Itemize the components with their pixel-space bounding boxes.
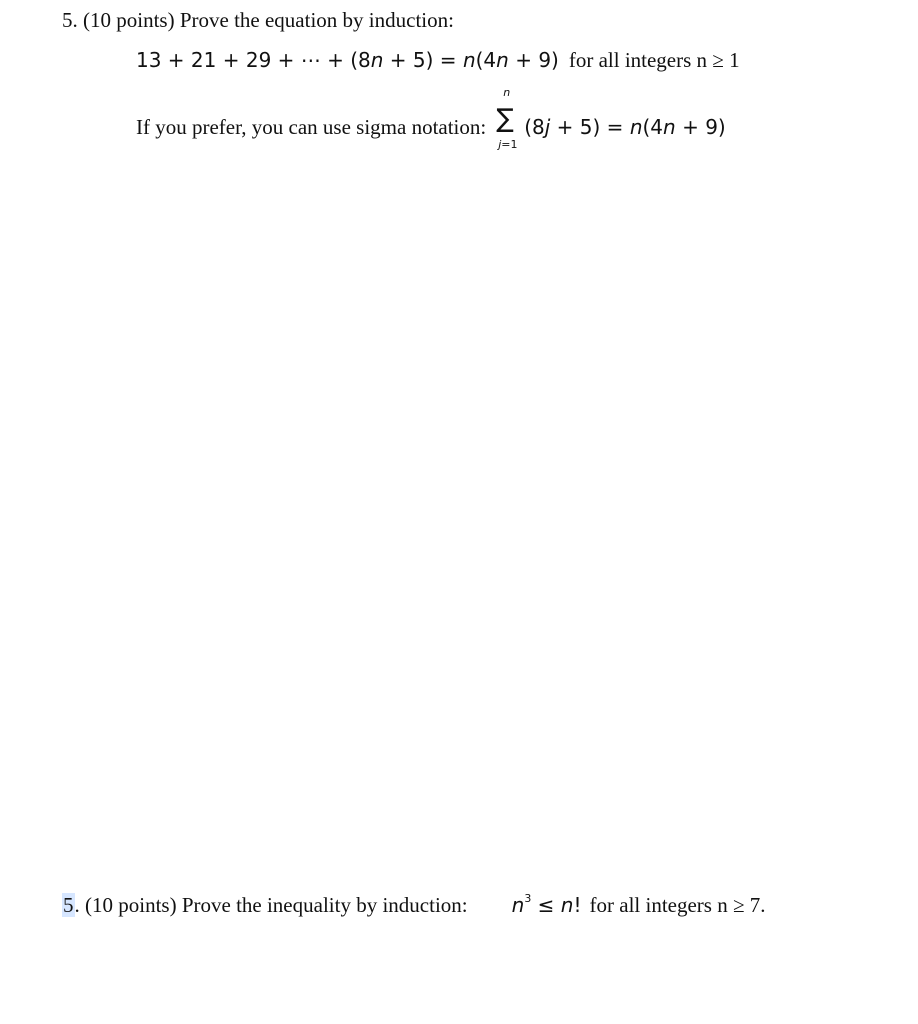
sigma-lower-limit: j=1 bbox=[498, 138, 518, 151]
question-1-equation bbox=[136, 48, 740, 73]
sigma-expression: (8j + 5) = n(4n + 9) bbox=[524, 115, 726, 139]
sigma-upper-limit: n bbox=[503, 86, 511, 99]
inequality-condition: for all integers n ≥ 7. bbox=[589, 893, 766, 917]
sigma-icon: ∑ bbox=[496, 104, 514, 134]
sigma-notation-line bbox=[136, 86, 726, 151]
equation-condition: for all integers n ≥ 1 bbox=[568, 48, 740, 72]
question-number-highlight[interactable]: 5 bbox=[63, 893, 74, 917]
question-1-heading: 5. (10 points) Prove the equation by induction: bbox=[62, 8, 454, 32]
sigma-intro-text: If you prefer, you can use sigma notation: bbox=[136, 115, 487, 139]
equation-expression: 13 + 21 + 29 + ⋯ + (8n + 5) = n(4n + 9) bbox=[136, 48, 559, 72]
question-2-heading: 5. (10 points) Prove the inequality by induction: bbox=[63, 893, 468, 917]
inequality-expression: $n^3 \le n$! bbox=[511, 892, 582, 917]
sigma-summation bbox=[494, 86, 524, 151]
question-2-line bbox=[62, 892, 766, 918]
